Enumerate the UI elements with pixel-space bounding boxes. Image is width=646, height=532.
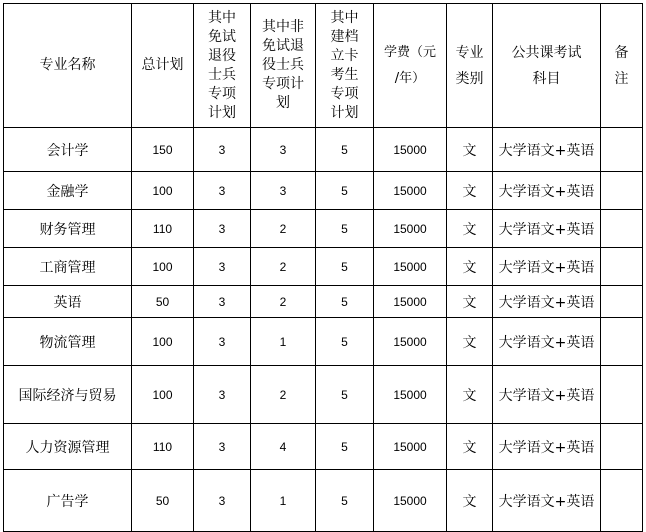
cell-total-plan: 50 — [132, 286, 194, 318]
cell-exam-subjects: 大学语文+英语 — [493, 210, 601, 248]
header-exam-subjects: 公共课考试 科目 — [493, 4, 601, 128]
cell-notes — [601, 424, 643, 470]
cell-tuition: 15000 — [374, 318, 447, 366]
cell-veteran-exempt: 3 — [194, 248, 251, 286]
cell-tuition: 15000 — [374, 470, 447, 532]
cell-notes — [601, 470, 643, 532]
cell-veteran-nonexempt: 4 — [251, 424, 316, 470]
cell-exam-subjects: 大学语文+英语 — [493, 424, 601, 470]
cell-exam-subjects: 大学语文+英语 — [493, 366, 601, 424]
cell-veteran-exempt: 3 — [194, 470, 251, 532]
cell-poverty-plan: 5 — [316, 470, 374, 532]
header-veteran-exempt-plan: 其中 免试 退役 士兵 专项 计划 — [194, 4, 251, 128]
cell-exam-subjects: 大学语文+英语 — [493, 470, 601, 532]
cell-tuition: 15000 — [374, 424, 447, 470]
cell-poverty-plan: 5 — [316, 424, 374, 470]
cell-tuition: 15000 — [374, 172, 447, 210]
header-major-name: 专业名称 — [4, 4, 132, 128]
header-notes: 备 注 — [601, 4, 643, 128]
header-veteran-nonexempt-plan: 其中非 免试退 役士兵 专项计 划 — [251, 4, 316, 128]
cell-poverty-plan: 5 — [316, 172, 374, 210]
cell-total-plan: 100 — [132, 366, 194, 424]
cell-veteran-exempt: 3 — [194, 424, 251, 470]
cell-category: 文 — [447, 318, 493, 366]
header-total-plan: 总计划 — [132, 4, 194, 128]
cell-exam-subjects: 大学语文+英语 — [493, 318, 601, 366]
cell-notes — [601, 318, 643, 366]
cell-major-name: 工商管理 — [4, 248, 132, 286]
header-poverty-file-plan: 其中 建档 立卡 考生 专项 计划 — [316, 4, 374, 128]
cell-tuition: 15000 — [374, 128, 447, 172]
table-row — [4, 128, 643, 172]
cell-tuition: 15000 — [374, 248, 447, 286]
cell-veteran-exempt: 3 — [194, 318, 251, 366]
cell-tuition: 15000 — [374, 286, 447, 318]
cell-notes — [601, 172, 643, 210]
cell-exam-subjects: 大学语文+英语 — [493, 248, 601, 286]
cell-poverty-plan: 5 — [316, 366, 374, 424]
cell-veteran-nonexempt: 1 — [251, 318, 316, 366]
cell-poverty-plan: 5 — [316, 318, 374, 366]
cell-veteran-nonexempt: 1 — [251, 470, 316, 532]
cell-tuition: 15000 — [374, 210, 447, 248]
cell-poverty-plan: 5 — [316, 128, 374, 172]
cell-total-plan: 50 — [132, 470, 194, 532]
cell-veteran-nonexempt: 3 — [251, 128, 316, 172]
cell-exam-subjects: 大学语文+英语 — [493, 172, 601, 210]
table-row — [4, 286, 643, 318]
cell-category: 文 — [447, 366, 493, 424]
cell-veteran-exempt: 3 — [194, 366, 251, 424]
cell-veteran-nonexempt: 3 — [251, 172, 316, 210]
cell-poverty-plan: 5 — [316, 248, 374, 286]
enrollment-plan-table — [3, 3, 643, 532]
cell-veteran-exempt: 3 — [194, 172, 251, 210]
cell-category: 文 — [447, 172, 493, 210]
cell-total-plan: 110 — [132, 210, 194, 248]
table-row — [4, 470, 643, 532]
cell-notes — [601, 286, 643, 318]
cell-veteran-nonexempt: 2 — [251, 248, 316, 286]
cell-category: 文 — [447, 286, 493, 318]
header-major-category: 专业 类别 — [447, 4, 493, 128]
cell-major-name: 广告学 — [4, 470, 132, 532]
cell-major-name: 财务管理 — [4, 210, 132, 248]
cell-category: 文 — [447, 210, 493, 248]
table-row — [4, 248, 643, 286]
cell-total-plan: 150 — [132, 128, 194, 172]
cell-major-name: 国际经济与贸易 — [4, 366, 132, 424]
cell-major-name: 会计学 — [4, 128, 132, 172]
cell-veteran-exempt: 3 — [194, 128, 251, 172]
cell-veteran-exempt: 3 — [194, 210, 251, 248]
cell-total-plan: 100 — [132, 318, 194, 366]
cell-exam-subjects: 大学语文+英语 — [493, 286, 601, 318]
table-row — [4, 424, 643, 470]
cell-major-name: 金融学 — [4, 172, 132, 210]
table-row — [4, 366, 643, 424]
cell-major-name: 英语 — [4, 286, 132, 318]
cell-notes — [601, 366, 643, 424]
table-row — [4, 210, 643, 248]
cell-poverty-plan: 5 — [316, 210, 374, 248]
cell-notes — [601, 210, 643, 248]
cell-veteran-nonexempt: 2 — [251, 210, 316, 248]
cell-total-plan: 100 — [132, 172, 194, 210]
cell-notes — [601, 128, 643, 172]
cell-notes — [601, 248, 643, 286]
table-row — [4, 172, 643, 210]
header-row — [4, 4, 643, 128]
cell-veteran-nonexempt: 2 — [251, 366, 316, 424]
cell-tuition: 15000 — [374, 366, 447, 424]
cell-veteran-nonexempt: 2 — [251, 286, 316, 318]
cell-major-name: 物流管理 — [4, 318, 132, 366]
table-row — [4, 318, 643, 366]
header-tuition: 学费（元 /年） — [374, 4, 447, 128]
cell-total-plan: 110 — [132, 424, 194, 470]
cell-veteran-exempt: 3 — [194, 286, 251, 318]
cell-total-plan: 100 — [132, 248, 194, 286]
cell-exam-subjects: 大学语文+英语 — [493, 128, 601, 172]
cell-poverty-plan: 5 — [316, 286, 374, 318]
cell-category: 文 — [447, 470, 493, 532]
cell-category: 文 — [447, 128, 493, 172]
cell-major-name: 人力资源管理 — [4, 424, 132, 470]
cell-category: 文 — [447, 248, 493, 286]
cell-category: 文 — [447, 424, 493, 470]
